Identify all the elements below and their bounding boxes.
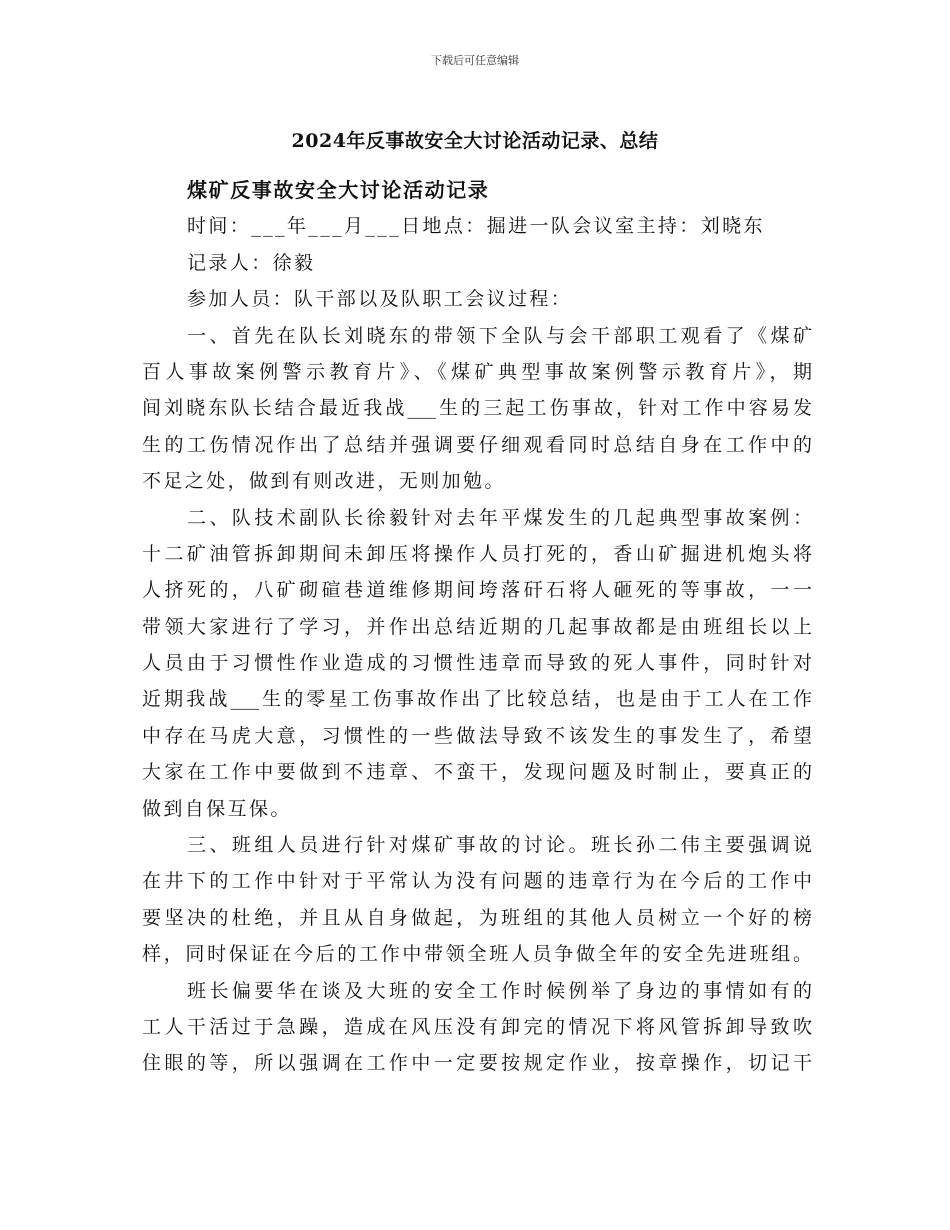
body-text-line: 百人事故案例警示教育片》、《煤矿典型事故案例警示教育片》，期	[142, 360, 812, 383]
body-text-line: 记录人：徐毅	[187, 251, 316, 274]
header-note: 下载后可任意编辑	[431, 54, 519, 67]
body-text-line: 做到自保互保。	[142, 797, 292, 820]
body-text-line: 一、首先在队长刘晓东的带领下全队与会干部职工观看了《煤矿	[187, 324, 812, 347]
body-text-line: 参加人员：队干部以及队职工会议过程：	[187, 288, 573, 311]
body-text-line: 近期我战___生的零星工伤事故作出了比较总结，也是由于工人在工作	[142, 688, 812, 711]
body-text-line: 十二矿油管拆卸期间未卸压将操作人员打死的，香山矿掘进机炮头将	[142, 542, 812, 565]
body-text-line: 住眼的等，所以强调在工作中一定要按规定作业，按章操作，切记干	[142, 1052, 812, 1075]
body-text-line: 工人干活过于急躁，造成在风压没有卸完的情况下将风管拆卸导致吹	[142, 1015, 812, 1038]
body-text-line: 带领大家进行了学习，并作出总结近期的几起事故都是由班组长以上	[142, 615, 812, 638]
body-text-line: 时间：___年___月___日地点：掘进一队会议室主持：刘晓东	[187, 215, 765, 238]
body-text-line: 要坚决的杜绝，并且从自身做起，为班组的其他人员树立一个好的榜	[142, 906, 812, 929]
body-text-line: 中存在马虎大意，习惯性的一些做法导致不该发生的事发生了，希望	[142, 724, 812, 747]
body-text-line: 人挤死的，八矿砌碹巷道维修期间垮落矸石将人砸死的等事故，一一	[142, 579, 812, 602]
body-text-line: 人员由于习惯性作业造成的习惯性违章而导致的死人事件，同时针对	[142, 652, 812, 675]
body-text-line: 样，同时保证在今后的工作中带领全班人员争做全年的安全先进班组。	[142, 943, 812, 966]
body-text-line: 不足之处，做到有则改进，无则加勉。	[142, 470, 506, 493]
body-text-line: 间刘晓东队长结合最近我战___生的三起工伤事故，针对工作中容易发	[142, 397, 812, 420]
body-text-line: 在井下的工作中针对于平常认为没有问题的违章行为在今后的工作中	[142, 870, 812, 893]
body-text-line: 大家在工作中要做到不违章、不蛮干，发现问题及时制止，要真正的	[142, 761, 812, 784]
section-heading: 煤矿反事故安全大讨论活动记录	[187, 178, 490, 202]
body-text-line: 生的工伤情况作出了总结并强调要仔细观看同时总结自身在工作中的	[142, 433, 812, 456]
document-title: 2024年反事故安全大讨论活动记录、总结	[291, 130, 659, 152]
body-text-line: 三、班组人员进行针对煤矿事故的讨论。班长孙二伟主要强调说	[187, 834, 812, 857]
document-body	[142, 172, 812, 1082]
body-text-line: 班长偏要华在谈及大班的安全工作时候例举了身边的事情如有的	[187, 979, 812, 1002]
body-text-line: 二、队技术副队长徐毅针对去年平煤发生的几起典型事故案例：	[187, 506, 812, 529]
